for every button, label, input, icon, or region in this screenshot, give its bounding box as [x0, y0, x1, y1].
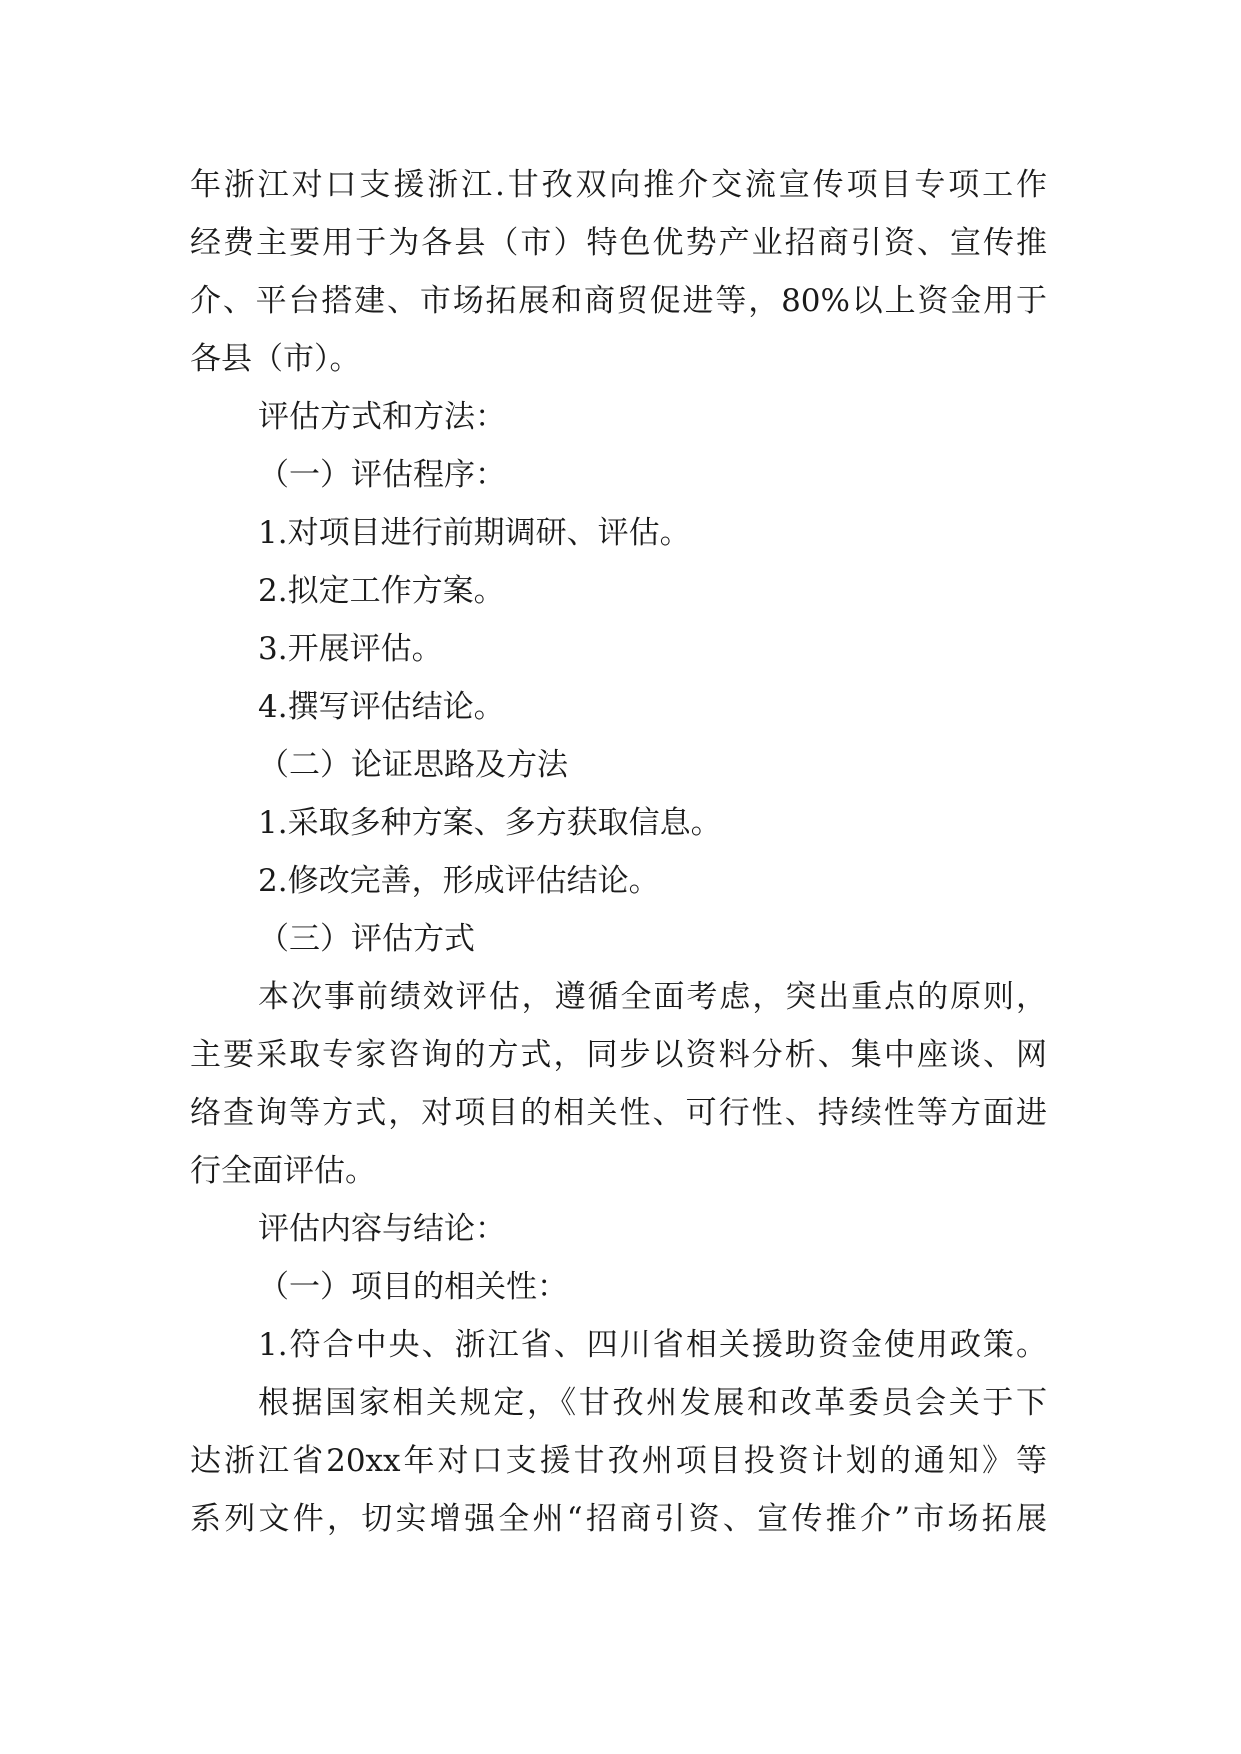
list-item: 3.开展评估。 — [258, 631, 443, 667]
list-item: 1.对项目进行前期调研、评估。 — [258, 515, 691, 551]
section-heading: 评估内容与结论： — [258, 1211, 506, 1247]
subsection-heading: （一）项目的相关性： — [258, 1269, 568, 1305]
list-item: 1.符合中央、浙江省、四川省相关援助资金使用政策。 — [258, 1327, 1047, 1363]
subsection-heading: （一）评估程序： — [258, 457, 506, 493]
text-line: 达浙江省20xx年对口支援甘孜州项目投资计划的通知》等 — [190, 1443, 1047, 1479]
subsection-heading: （二）论证思路及方法 — [258, 747, 568, 783]
list-item: 2.修改完善，形成评估结论。 — [258, 863, 660, 899]
section-heading: 评估方式和方法： — [258, 399, 506, 435]
list-item: 4.撰写评估结论。 — [258, 689, 505, 725]
subsection-heading: （三）评估方式 — [258, 921, 475, 957]
text-line: 经费主要用于为各县（市）特色优势产业招商引资、宣传推 — [190, 225, 1047, 261]
text-line: 络查询等方式，对项目的相关性、可行性、持续性等方面进 — [190, 1095, 1047, 1131]
text-line: 介、平台搭建、市场拓展和商贸促进等，80%以上资金用于 — [190, 283, 1047, 319]
text-line: 系列文件，切实增强全州“招商引资、宣传推介”市场拓展 — [190, 1501, 1047, 1537]
text-line: 各县（市）。 — [190, 341, 361, 377]
list-item: 2.拟定工作方案。 — [258, 573, 505, 609]
list-item: 1.采取多种方案、多方获取信息。 — [258, 805, 722, 841]
text-line: 主要采取专家咨询的方式，同步以资料分析、集中座谈、网 — [190, 1037, 1047, 1073]
text-line: 年浙江对口支援浙江.甘孜双向推介交流宣传项目专项工作 — [190, 167, 1047, 203]
text-line: 行全面评估。 — [190, 1153, 376, 1189]
text-line: 本次事前绩效评估，遵循全面考虑，突出重点的原则， — [258, 979, 1047, 1015]
text-line: 根据国家相关规定，《甘孜州发展和改革委员会关于下 — [258, 1385, 1047, 1421]
